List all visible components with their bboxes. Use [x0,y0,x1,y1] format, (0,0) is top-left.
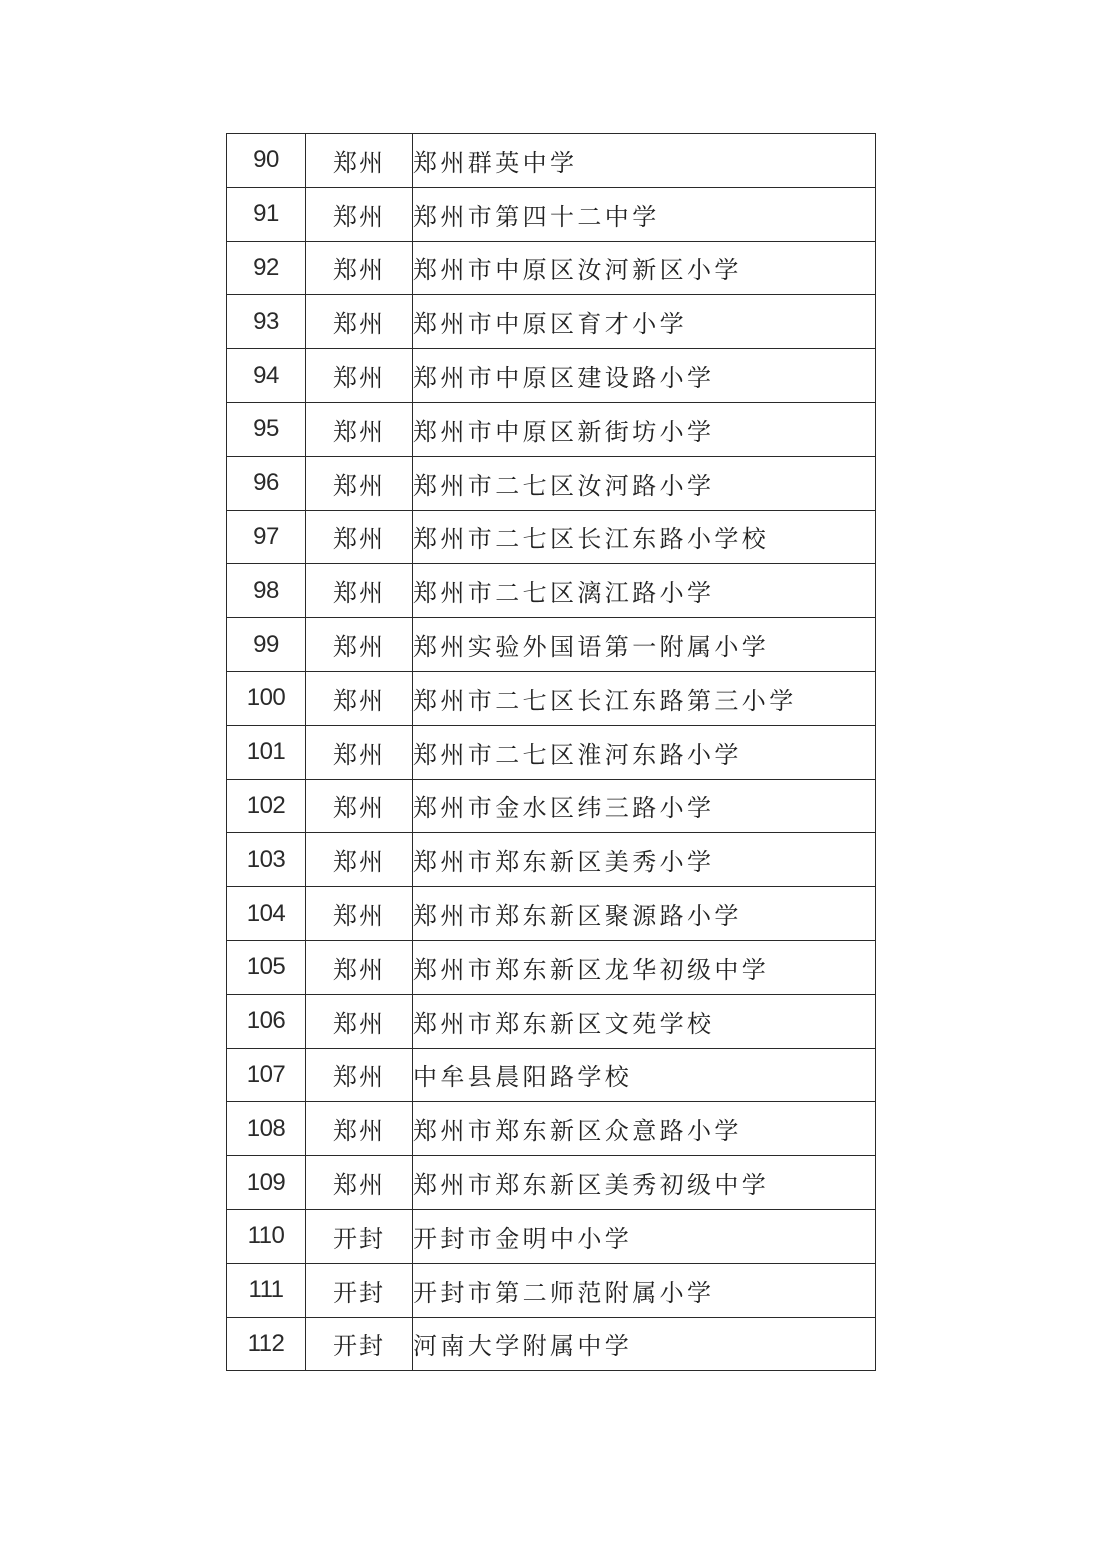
city-cell: 郑州 [306,779,413,833]
row-number-cell: 98 [227,564,306,618]
city-cell: 郑州 [306,402,413,456]
school-name-cell: 郑州市二七区淮河东路小学 [413,725,876,779]
city-cell: 郑州 [306,618,413,672]
city-cell: 郑州 [306,134,413,188]
row-number-cell: 109 [227,1156,306,1210]
school-name-cell: 郑州群英中学 [413,134,876,188]
row-number-cell: 110 [227,1209,306,1263]
row-number-cell: 99 [227,618,306,672]
table-row [227,940,876,994]
row-number-cell: 90 [227,134,306,188]
school-name-cell: 河南大学附属中学 [413,1317,876,1371]
school-name-cell: 郑州实验外国语第一附属小学 [413,618,876,672]
table-row [227,456,876,510]
school-name-cell: 郑州市郑东新区文苑学校 [413,994,876,1048]
table-row [227,887,876,941]
school-name-cell: 郑州市中原区新街坊小学 [413,402,876,456]
row-number-cell: 106 [227,994,306,1048]
school-name-cell: 郑州市中原区育才小学 [413,295,876,349]
school-name-cell: 郑州市郑东新区美秀小学 [413,833,876,887]
row-number-cell: 103 [227,833,306,887]
row-number-cell: 107 [227,1048,306,1102]
city-cell: 郑州 [306,295,413,349]
school-name-cell: 郑州市二七区汝河路小学 [413,456,876,510]
table-row [227,1156,876,1210]
school-list-body [227,134,876,1371]
table-row [227,349,876,403]
city-cell: 郑州 [306,1156,413,1210]
table-row [227,187,876,241]
city-cell: 郑州 [306,187,413,241]
row-number-cell: 112 [227,1317,306,1371]
school-name-cell: 中牟县晨阳路学校 [413,1048,876,1102]
row-number-cell: 92 [227,241,306,295]
row-number-cell: 95 [227,402,306,456]
city-cell: 开封 [306,1263,413,1317]
table-row [227,402,876,456]
table-row [227,725,876,779]
school-name-cell: 郑州市中原区建设路小学 [413,349,876,403]
row-number-cell: 96 [227,456,306,510]
row-number-cell: 111 [227,1263,306,1317]
table-row [227,994,876,1048]
table-row [227,295,876,349]
table-row [227,1263,876,1317]
school-name-cell: 郑州市第四十二中学 [413,187,876,241]
row-number-cell: 94 [227,349,306,403]
school-list-table [226,133,876,1371]
row-number-cell: 101 [227,725,306,779]
table-row [227,1102,876,1156]
city-cell: 郑州 [306,241,413,295]
school-name-cell: 郑州市二七区漓江路小学 [413,564,876,618]
row-number-cell: 108 [227,1102,306,1156]
table-row [227,510,876,564]
city-cell: 郑州 [306,833,413,887]
table-row [227,833,876,887]
table-row [227,779,876,833]
city-cell: 郑州 [306,456,413,510]
city-cell: 开封 [306,1209,413,1263]
table-row [227,1317,876,1371]
city-cell: 郑州 [306,564,413,618]
school-name-cell: 郑州市金水区纬三路小学 [413,779,876,833]
city-cell: 郑州 [306,671,413,725]
school-name-cell: 开封市第二师范附属小学 [413,1263,876,1317]
table-row [227,618,876,672]
city-cell: 郑州 [306,940,413,994]
city-cell: 郑州 [306,887,413,941]
school-name-cell: 郑州市二七区长江东路第三小学 [413,671,876,725]
school-name-cell: 开封市金明中小学 [413,1209,876,1263]
city-cell: 开封 [306,1317,413,1371]
row-number-cell: 100 [227,671,306,725]
row-number-cell: 93 [227,295,306,349]
city-cell: 郑州 [306,725,413,779]
table-row [227,564,876,618]
table-row [227,1048,876,1102]
row-number-cell: 97 [227,510,306,564]
school-name-cell: 郑州市中原区汝河新区小学 [413,241,876,295]
table-row [227,134,876,188]
table-row [227,241,876,295]
city-cell: 郑州 [306,994,413,1048]
row-number-cell: 91 [227,187,306,241]
city-cell: 郑州 [306,510,413,564]
table-row [227,671,876,725]
row-number-cell: 102 [227,779,306,833]
school-name-cell: 郑州市二七区长江东路小学校 [413,510,876,564]
school-name-cell: 郑州市郑东新区龙华初级中学 [413,940,876,994]
city-cell: 郑州 [306,1048,413,1102]
city-cell: 郑州 [306,349,413,403]
table-row [227,1209,876,1263]
school-name-cell: 郑州市郑东新区美秀初级中学 [413,1156,876,1210]
city-cell: 郑州 [306,1102,413,1156]
row-number-cell: 104 [227,887,306,941]
school-name-cell: 郑州市郑东新区聚源路小学 [413,887,876,941]
row-number-cell: 105 [227,940,306,994]
school-name-cell: 郑州市郑东新区众意路小学 [413,1102,876,1156]
